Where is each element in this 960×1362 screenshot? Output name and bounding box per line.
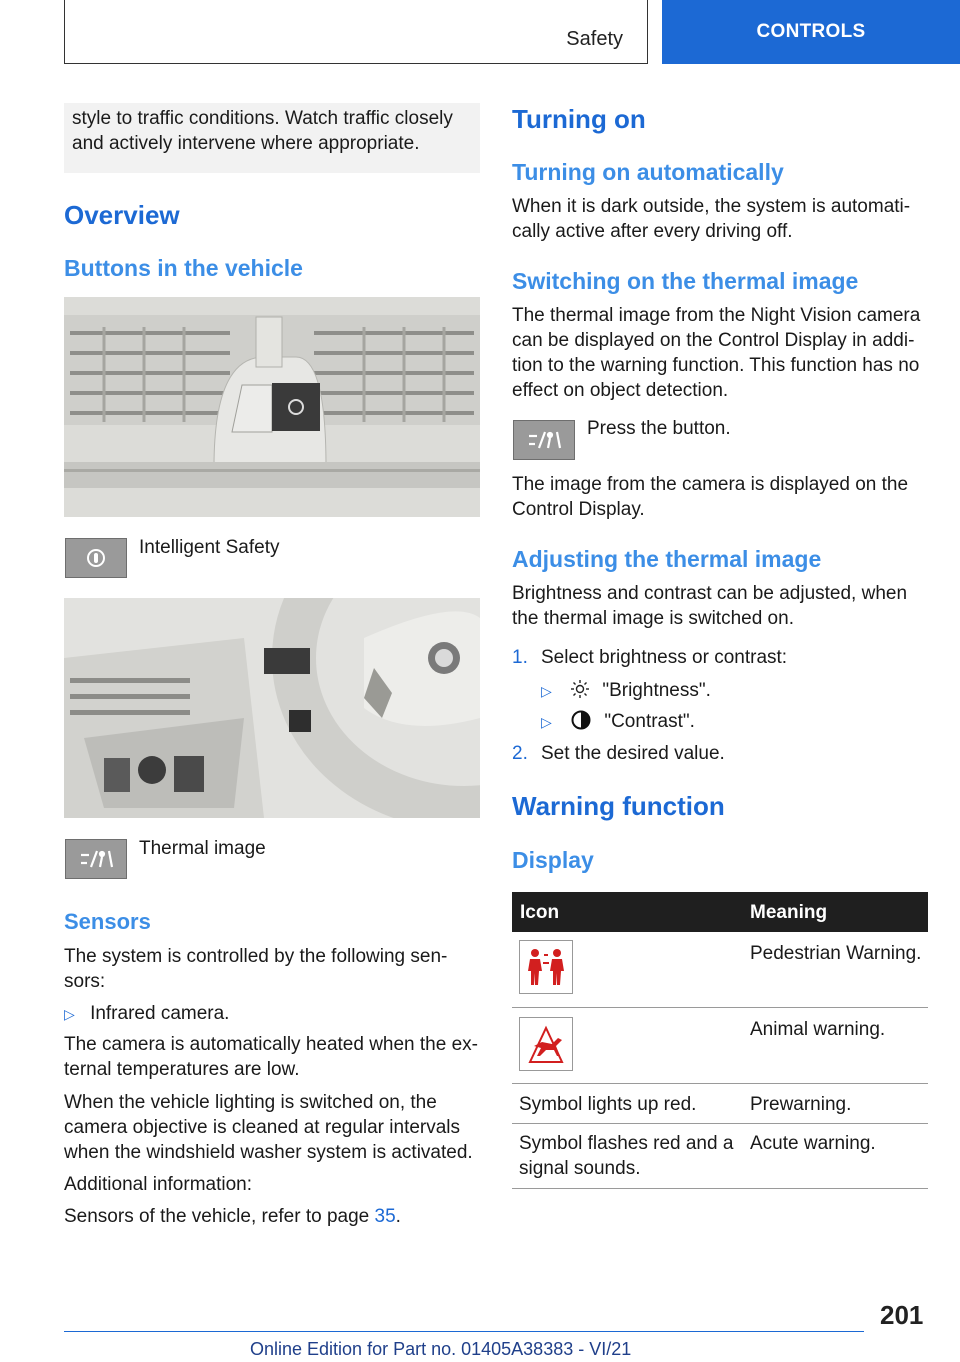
button-panel-photo bbox=[64, 297, 480, 517]
image-displayed-text: The image from the camera is displayed on the Control Display. bbox=[512, 474, 909, 520]
warning-function-heading: Warning function bbox=[512, 791, 725, 821]
brightness-icon bbox=[571, 680, 589, 698]
brightness-option: ▷ "Brightness". bbox=[541, 680, 711, 701]
overview-heading: Overview bbox=[64, 200, 180, 230]
intelligent-safety-label: Intelligent Safety bbox=[139, 537, 280, 558]
table-header bbox=[512, 892, 928, 932]
turning-on-heading: Turning on bbox=[512, 104, 646, 134]
bullet-triangle-icon: ▷ bbox=[541, 714, 552, 730]
adjust-text: Brightness and contrast can be adjusted, when the thermal image is switched on. bbox=[512, 583, 908, 629]
header-frame bbox=[64, 0, 648, 64]
camera-cleaning-text: When the vehicle lighting is switched on, the camera objective is cleaned at regular intervals when the windshield washer system is activated. bbox=[64, 1092, 473, 1163]
bullet-triangle-icon: ▷ bbox=[64, 1006, 75, 1022]
section-title: Safety bbox=[566, 28, 623, 50]
chapter-tab[interactable]: CONTROLS bbox=[662, 0, 960, 64]
thermal-image-button-icon[interactable] bbox=[65, 839, 127, 879]
page-number: 201 bbox=[880, 1300, 924, 1330]
steering-wheel-photo bbox=[64, 598, 480, 818]
adjust-thermal-heading: Adjusting the thermal image bbox=[512, 546, 822, 572]
intelligent-safety-button-icon[interactable] bbox=[65, 538, 127, 578]
col-meaning-header: Meaning bbox=[750, 902, 828, 923]
table-row: Pedestrian Warning. bbox=[512, 932, 928, 1008]
warning-table bbox=[512, 892, 928, 1189]
step-2: 2. Set the desired value. bbox=[512, 743, 725, 764]
table-row: Symbol flashes red and a signal sounds. Acute warning. bbox=[512, 1124, 928, 1189]
buttons-heading: Buttons in the vehicle bbox=[64, 255, 303, 281]
press-button-text: Press the button. bbox=[587, 418, 731, 439]
turning-on-auto-heading: Turning on automatically bbox=[512, 159, 784, 185]
step-1: 1. Select brightness or contrast: bbox=[512, 647, 788, 668]
contrast-option: ▷ "Contrast". bbox=[541, 711, 695, 732]
sensors-heading: Sensors bbox=[64, 909, 151, 934]
additional-info-label: Additional information: bbox=[64, 1174, 252, 1195]
table-row: Symbol lights up red. Prewarning. bbox=[512, 1084, 928, 1124]
footer-divider bbox=[64, 1331, 864, 1332]
thermal-image-button-icon-2[interactable] bbox=[513, 420, 575, 460]
bullet-triangle-icon: ▷ bbox=[541, 683, 552, 699]
page-link[interactable]: 35 bbox=[374, 1206, 396, 1227]
display-heading: Display bbox=[512, 847, 594, 873]
sensor-list-item: ▷ Infrared camera. bbox=[64, 1003, 230, 1024]
auto-text: When it is dark outside, the system is automati-cally active after every driving off. bbox=[512, 196, 911, 242]
sensors-reference: Sensors of the vehicle, refer to page 35. bbox=[64, 1206, 401, 1227]
thermal-image-label: Thermal image bbox=[139, 838, 266, 859]
pedestrian-warning-icon bbox=[519, 940, 573, 994]
sensors-intro: The system is controlled by the following sen-sors: bbox=[64, 946, 448, 992]
camera-heated-text: The camera is automatically heated when the ex-ternal temperatures are low. bbox=[64, 1034, 478, 1080]
switch-thermal-heading: Switching on the thermal image bbox=[512, 268, 859, 294]
col-icon-header: Icon bbox=[520, 902, 560, 923]
table-row: Animal warning. bbox=[512, 1008, 928, 1084]
edition-footer: Online Edition for Part no. 01405A38383 - VI/21 bbox=[250, 1339, 632, 1359]
switch-thermal-text: The thermal image from the Night Vision camera can be displayed on the Control Display in addi-tion to the warning function. This function has no effect on object detection. bbox=[512, 305, 921, 401]
safety-note: style to traffic conditions. Watch traffic closely and actively intervene where appropriate. bbox=[64, 103, 480, 173]
contrast-icon bbox=[571, 710, 591, 730]
animal-warning-icon bbox=[519, 1017, 573, 1071]
